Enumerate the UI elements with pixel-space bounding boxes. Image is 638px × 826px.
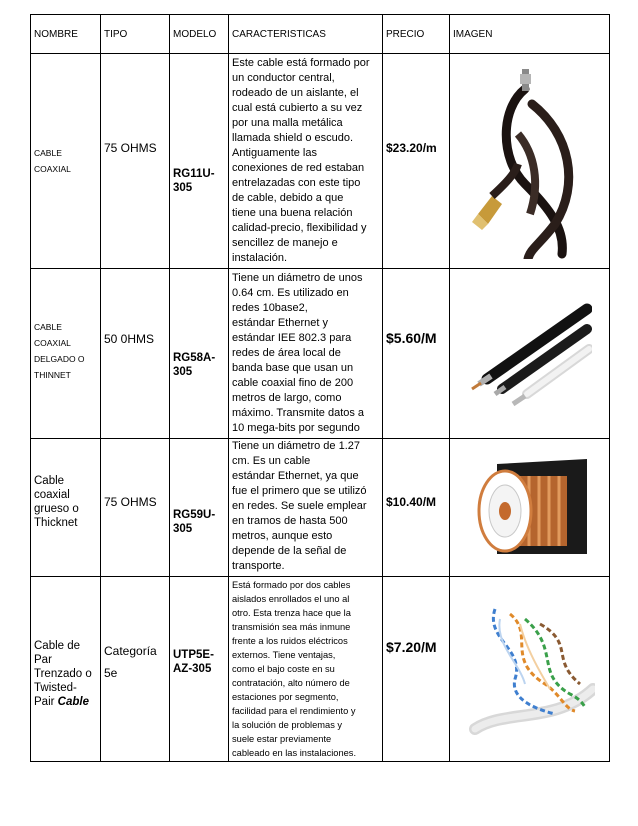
desc-line: estándar Ethernet y (232, 317, 329, 329)
desc-line: Tiene un diámetro de unos (232, 272, 363, 284)
table-row (31, 439, 610, 577)
table-row (31, 269, 610, 439)
desc-line: estaciones por segmento, (232, 692, 339, 702)
nombre-line: Cable de (34, 640, 81, 652)
desc-line: cable coaxial fino de 200 (232, 377, 354, 389)
cell-caracteristicas (229, 577, 383, 762)
header-row (31, 15, 610, 54)
desc-line: la solución de problemas y (232, 720, 343, 730)
cell-nombre (31, 269, 101, 439)
desc-line: un conductor central, (232, 72, 335, 84)
desc-line: instalación. (232, 252, 288, 264)
desc-line: rodeado de un aislante, el (232, 87, 359, 99)
desc-line: calidad-precio, flexibilidad y (232, 222, 367, 234)
desc-line: Antiguamente las (232, 147, 317, 159)
desc-line: sencillez de manejo e (232, 237, 338, 249)
desc-line: suele estar previamente (232, 734, 332, 744)
desc-line: externos. Tiene ventajas, (232, 650, 336, 660)
tipo-line: Categoría (104, 644, 157, 658)
cell-caracteristicas (229, 54, 383, 269)
desc-line: transporte. (232, 560, 285, 572)
desc-line: cual está cubierto a su vez (232, 102, 363, 114)
desc-line: aislados enrollados el uno al (232, 594, 350, 604)
desc-line: en tramos de hasta 500 (232, 515, 348, 527)
desc-line: depende de la señal de (232, 545, 347, 557)
cell-precio (383, 439, 450, 577)
precio-value: $23.20/m (386, 141, 437, 155)
header-nombre: NOMBRE (31, 15, 101, 54)
cable-comparison-table (30, 14, 610, 762)
cell-caracteristicas (229, 269, 383, 439)
cell-imagen (450, 54, 610, 269)
modelo-line: RG59U- (173, 508, 216, 521)
header-precio: PRECIO (383, 15, 450, 54)
nombre-line: COAXIAL (34, 164, 71, 174)
nombre-line: grueso o (34, 502, 79, 515)
desc-line: facilidad para el rendimiento y (232, 706, 356, 716)
modelo-line: RG11U- (173, 168, 215, 180)
header-caracteristicas: CARACTERISTICAS (229, 15, 383, 54)
desc-line: en redes. Se suele emplear (232, 500, 367, 512)
precio-value: $5.60/M (386, 329, 437, 346)
modelo-line: 305 (173, 182, 193, 194)
cell-precio (383, 577, 450, 762)
coaxial-cable-rg11-image (470, 64, 590, 259)
modelo-line: AZ-305 (173, 663, 212, 675)
desc-line: fue el primero que se utilizó (232, 485, 367, 497)
tipo-value: 75 OHMS (104, 494, 157, 509)
cell-nombre (31, 439, 101, 577)
twisted-pair-cable-image (465, 589, 595, 749)
modelo-line: RG58A- (173, 351, 216, 364)
nombre-line: Trenzado o (34, 668, 92, 680)
nombre-line: Thicknet (34, 516, 78, 529)
header-imagen: IMAGEN (450, 15, 610, 54)
cell-tipo (101, 577, 170, 762)
desc-line: 10 mega-bits por segundo (232, 422, 360, 434)
cell-tipo (101, 439, 170, 577)
nombre-line: COAXIAL (34, 337, 71, 348)
desc-line: tiene una buena relación (232, 207, 353, 219)
desc-line: conexiones de red estaban (232, 162, 365, 174)
cell-modelo (170, 439, 229, 577)
nombre-line: CABLE (34, 321, 62, 332)
nombre-line: Cable (34, 474, 65, 487)
desc-line: estándar Ethernet, ya que (232, 470, 359, 482)
desc-line: entrelazadas con este tipo (232, 177, 361, 189)
nombre-line: coaxial (34, 488, 70, 501)
tipo-line: 5e (104, 666, 118, 680)
modelo-line: UTP5E- (173, 649, 214, 661)
cell-caracteristicas (229, 439, 383, 577)
modelo-line: 305 (173, 365, 193, 378)
desc-line: banda base que usan un (232, 362, 354, 374)
cell-precio (383, 54, 450, 269)
precio-value: $10.40/M (386, 494, 437, 509)
nombre-line: DELGADO O (34, 353, 85, 364)
nombre-last-prefix: Pair (34, 696, 58, 708)
nombre-line: CABLE (34, 148, 62, 158)
nombre-line: Twisted- (34, 682, 77, 694)
desc-line: frente a los ruidos eléctricos (232, 636, 348, 646)
desc-line: de cable, debido a que (232, 192, 344, 204)
cell-modelo (170, 54, 229, 269)
desc-line: máximo. Transmite datos a (232, 407, 365, 419)
desc-line: cm. Es un cable (232, 455, 311, 467)
tipo-value: 75 OHMS (104, 141, 157, 155)
cell-tipo (101, 54, 170, 269)
header-tipo: TIPO (101, 15, 170, 54)
cell-imagen (450, 439, 610, 577)
desc-line: 0.64 cm. Es utilizado en (232, 287, 349, 299)
cell-imagen (450, 269, 610, 439)
thin-coaxial-cables-image (467, 294, 592, 414)
desc-line: metros, aunque esto (232, 530, 333, 542)
desc-line: transmisión sea más inmune (232, 622, 351, 632)
thick-coaxial-cross-section-image (467, 454, 592, 562)
desc-line: estándar IEE 802.3 para (232, 332, 352, 344)
cell-precio (383, 269, 450, 439)
table-row (31, 54, 610, 269)
desc-line: contratación, alto número de (232, 678, 350, 688)
desc-line: Tiene un diámetro de 1.27 (232, 440, 361, 452)
desc-line: llamada shield o escudo. (232, 132, 354, 144)
cell-imagen (450, 577, 610, 762)
desc-line: cableado en las instalaciones. (232, 748, 357, 758)
desc-line: redes 10base2, (232, 302, 308, 314)
desc-line: Este cable está formado por (232, 57, 370, 69)
table-row (31, 577, 610, 762)
precio-value: $7.20/M (386, 639, 437, 655)
nombre-line: THINNET (34, 369, 71, 380)
nombre-line: Par (34, 654, 52, 666)
header-modelo: MODELO (170, 15, 229, 54)
desc-line: Está formado por dos cables (232, 580, 351, 590)
cell-nombre (31, 54, 101, 269)
nombre-line (34, 695, 97, 709)
desc-line: por una malla metálica (232, 117, 343, 129)
cell-modelo (170, 577, 229, 762)
desc-line: redes de área local de (232, 347, 341, 359)
desc-line: metros de largo, como (232, 392, 342, 404)
cell-modelo (170, 269, 229, 439)
nombre-last-italic: Cable (57, 696, 89, 708)
desc-line: otro. Esta trenza hace que la (232, 608, 351, 618)
desc-line: como el bajo coste en su (232, 664, 335, 674)
cell-nombre (31, 577, 101, 762)
cell-tipo (101, 269, 170, 439)
tipo-value: 50 0HMS (104, 331, 155, 346)
modelo-line: 305 (173, 522, 193, 535)
